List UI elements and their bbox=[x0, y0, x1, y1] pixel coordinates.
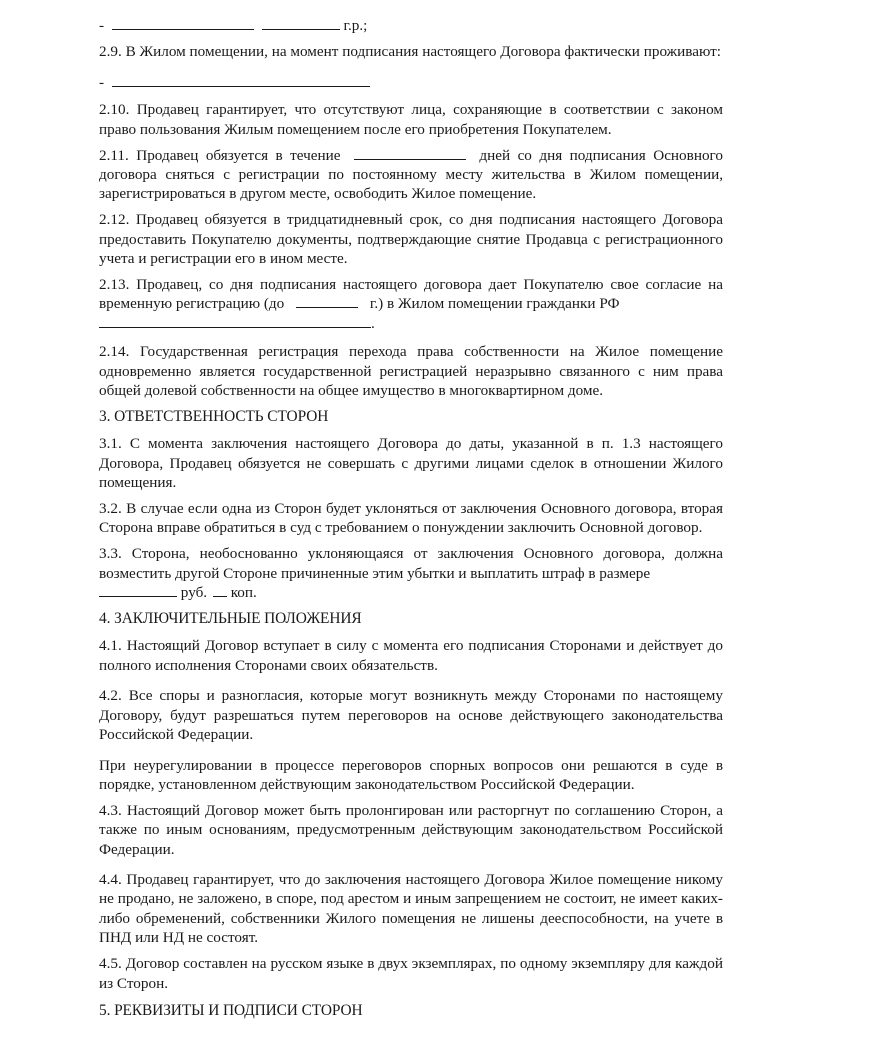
dash: - bbox=[99, 73, 105, 91]
kop-label: коп. bbox=[230, 584, 257, 602]
clause-4-5: 4.5. Договор составлен на русском языке в двух экземплярах, по одному экземпляру для каждой из Сторон. bbox=[99, 955, 723, 992]
clause-2-14: 2.14. Государственная регистрация перехода права собственности на Жилое помещение одновременно является государственной регистрацией неразрывно связанного с ним права общей долевой собственности на общее имущество в многоквартирном доме. bbox=[99, 343, 723, 399]
days-blank-field[interactable] bbox=[354, 146, 466, 160]
clause-2-13-name-row bbox=[99, 314, 723, 333]
resident-line bbox=[99, 73, 723, 92]
clause-4-1: 4.1. Настоящий Договор вступает в силу с момента его подписания Сторонами и действует до полного исполнения Сторонами своих обязательств. bbox=[99, 637, 723, 674]
clause-2-12: 2.12. Продавец обязуется в тридцатидневный срок, со дня подписания настоящего Договора предоставить Покупателю документы, подтверждающие снятие Продавца с регистрационного учета и регистрации его в ином месте. bbox=[99, 211, 723, 268]
citizen-name-blank-field[interactable] bbox=[99, 314, 371, 328]
clause-2-11 bbox=[99, 146, 723, 204]
clause-3-2: 3.2. В случае если одна из Сторон будет уклоняться от заключения Основного договора, вторая Сторона вправе обратиться в суд с требованием о понуждении заключить Основной договор. bbox=[99, 500, 723, 537]
clause-4-2: 4.2. Все споры и разногласия, которые могут возникнуть между Сторонами по настоящему Договору, будут разрешаться путем переговоров на основе действующего законодательства Российской Федерации. bbox=[99, 687, 723, 744]
clause-2-10: 2.10. Продавец гарантирует, что отсутствуют лица, сохраняющие в соответствии с законом право пользования Жилым помещением после его приобретения Покупателем. bbox=[99, 101, 723, 138]
birth-year-blank-field[interactable] bbox=[262, 16, 340, 30]
clause-4-3: 4.3. Настоящий Договор может быть пролонгирован или расторгнут по соглашению Сторон, а также по иным основаниям, предусмотренным действующим законодательством Российской Федерации. bbox=[99, 801, 723, 858]
rub-label: руб. bbox=[180, 584, 208, 602]
clause-2-13-text-before: 2.13. Продавец, со дня подписания настоящего договора дает Покупателю свое согласие на временную регистрацию (до bbox=[99, 275, 723, 313]
section-5-heading: 5. РЕКВИЗИТЫ И ПОДПИСИ СТОРОН bbox=[99, 1001, 363, 1019]
name-blank-field[interactable] bbox=[112, 16, 254, 30]
fine-kop-blank-field[interactable] bbox=[213, 583, 227, 597]
registration-date-blank-field[interactable] bbox=[296, 294, 358, 308]
section-3-heading: 3. ОТВЕТСТВЕННОСТЬ СТОРОН bbox=[99, 407, 329, 425]
birth-year-suffix: г.р.; bbox=[343, 17, 368, 34]
clause-2-11-text-after: дней со дня подписания Основного договора сняться с регистрации по постоянному месту жительства в Жилом помещении, зарегистрироваться в другом месте, освободить Жилое помещение. bbox=[99, 146, 723, 203]
clause-2-9: 2.9. В Жилом помещении, на момент подписания настоящего Договора фактически проживают: bbox=[99, 43, 721, 61]
resident-line-birth-year bbox=[99, 16, 723, 35]
clause-2-13-text-middle: г.) в Жилом помещении гражданки РФ bbox=[369, 295, 620, 313]
clause-2-11-text-before: 2.11. Продавец обязуется в течение bbox=[99, 146, 341, 164]
fine-rub-blank-field[interactable] bbox=[99, 583, 177, 597]
contract-page bbox=[99, 16, 723, 1028]
clause-3-1: 3.1. С момента заключения настоящего Договора до даты, указанной в п. 1.3 настоящего Договора, Продавец обязуется не совершать с другими лицами сделок в отношении Жилого помещения. bbox=[99, 435, 723, 492]
clause-2-13-end: . bbox=[371, 314, 375, 332]
fine-amount-row bbox=[99, 583, 723, 602]
clause-4-2-continued: При неурегулировании в процессе переговоров спорных вопросов они решаются в суде в порядке, установленном действующим законодательством Российской Федерации. bbox=[99, 756, 723, 793]
dash: - bbox=[99, 17, 105, 34]
clause-3-3 bbox=[99, 544, 723, 602]
clause-4-4: 4.4. Продавец гарантирует, что до заключения настоящего Договора Жилое помещение никому не продано, не заложено, в споре, под арестом и иным запрещением не состоит, не имеет каких-либо обременений, собственники Жилого помещения не лишены дееспособности, на учете в ПНД или НД не состоят. bbox=[99, 871, 723, 947]
resident-blank-field[interactable] bbox=[112, 73, 370, 87]
clause-2-13 bbox=[99, 275, 723, 333]
clause-3-3-text: 3.3. Сторона, необоснованно уклоняющаяся от заключения Основного договора, должна возместить другой Стороне причиненные этим убытки и выплатить штраф в размере bbox=[99, 545, 723, 582]
section-4-heading: 4. ЗАКЛЮЧИТЕЛЬНЫЕ ПОЛОЖЕНИЯ bbox=[99, 610, 362, 628]
